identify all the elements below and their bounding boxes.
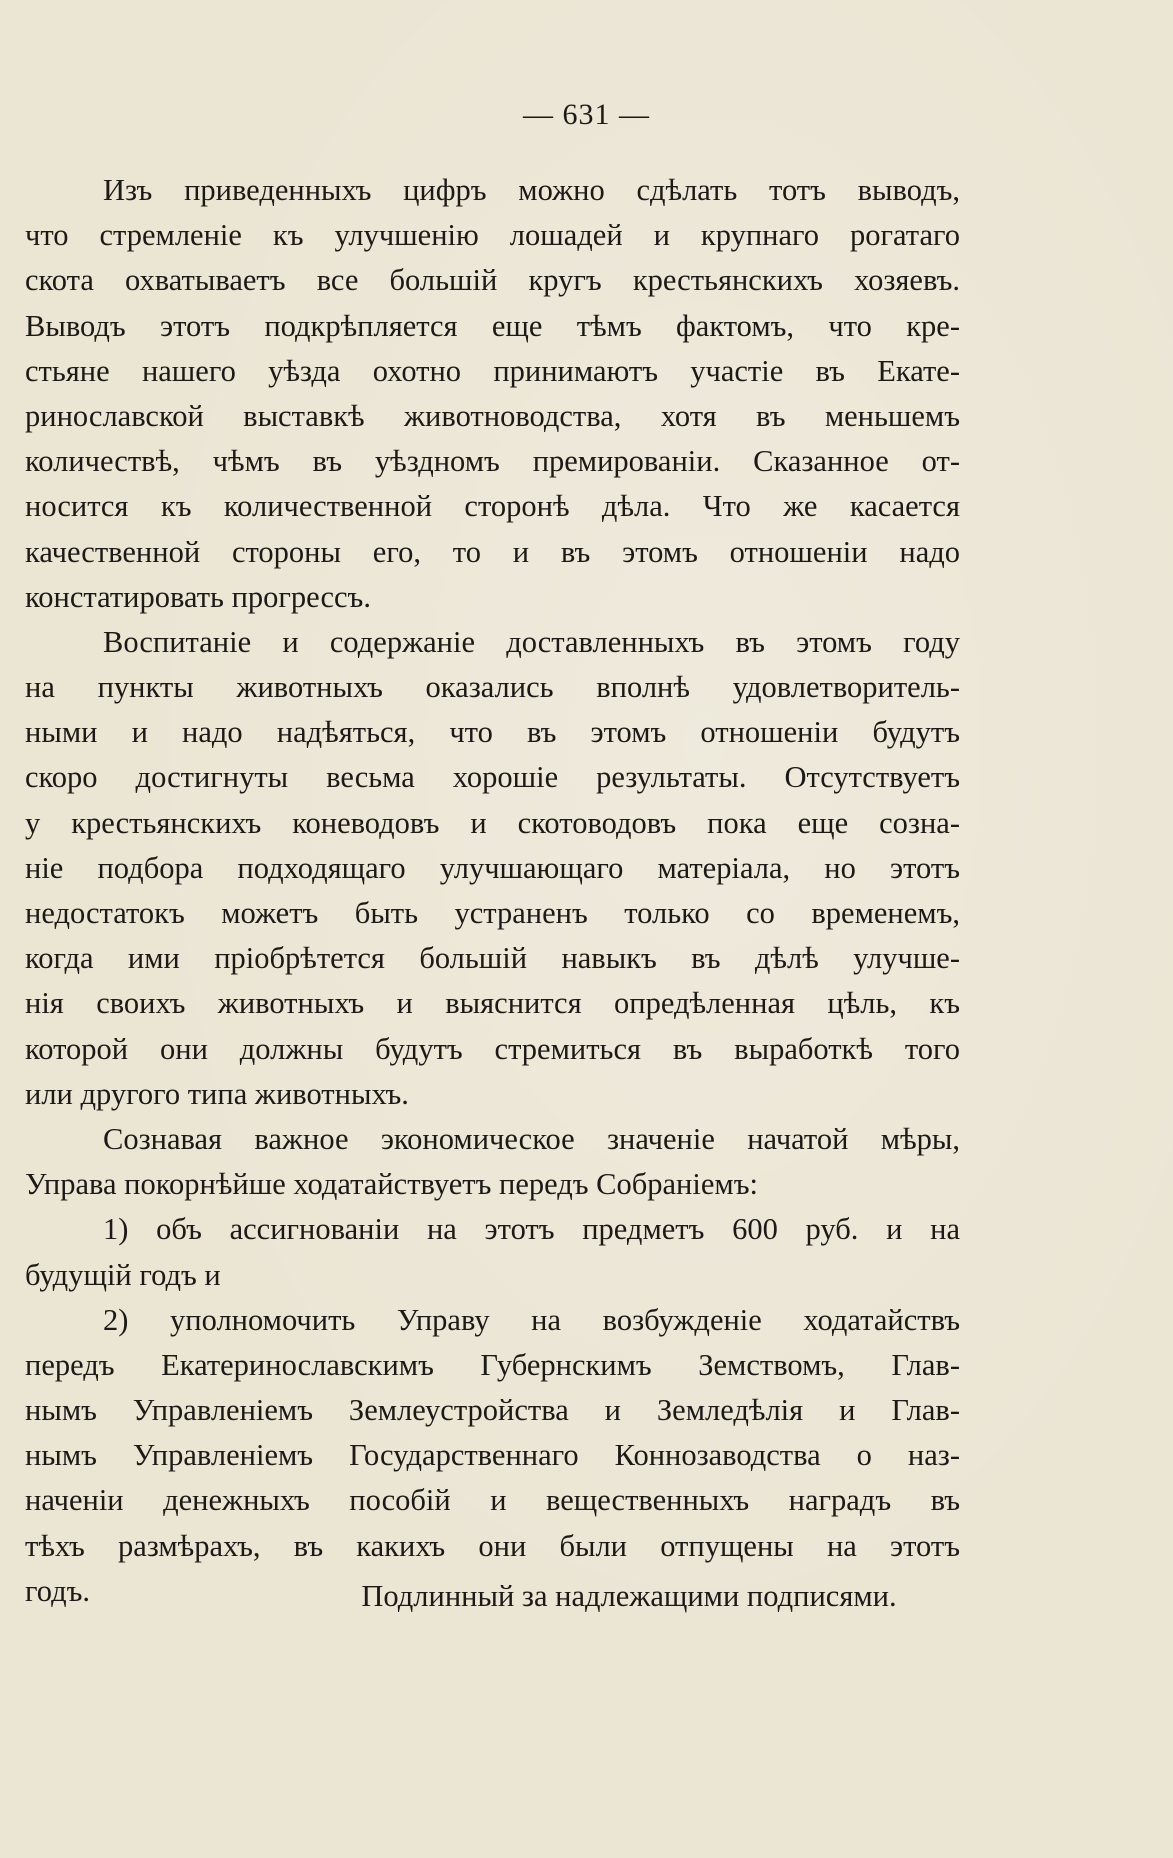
signature-note: Подлинный за надлежащими подписями.: [361, 1579, 897, 1613]
text-line: скоро достигнуты весьма хорошіе результаты. Отсутствуетъ: [25, 760, 960, 795]
text-line: будущій годъ и: [25, 1257, 221, 1292]
text-line: 2) уполномочить Управу на возбужденіе ходатайствъ: [103, 1302, 960, 1337]
text-line: носится къ количественной сторонѣ дѣла. Что же касается: [25, 489, 960, 524]
text-line: качественной стороны его, то и въ этомъ отношеніи надо: [25, 534, 960, 569]
text-line: нымъ Управленіемъ Землеустройства и Земледѣлія и Глав-: [25, 1393, 960, 1428]
text-line: на пункты животныхъ оказались вполнѣ удовлетворитель-: [25, 670, 960, 705]
text-line: что стремленіе къ улучшенію лошадей и крупнаго рогатаго: [25, 218, 960, 253]
text-line: недостатокъ можетъ быть устраненъ только со временемъ,: [25, 896, 960, 930]
text-line: скота охватываетъ все большій кругъ крестьянскихъ хозяевъ.: [25, 263, 960, 298]
text-line: Сознавая важное экономическое значеніе начатой мѣры,: [103, 1121, 960, 1156]
text-line: нымъ Управленіемъ Государственнаго Коннозаводства о наз-: [25, 1438, 960, 1473]
body-text: [25, 168, 960, 1614]
text-line: Управа покорнѣйше ходатайствуетъ передъ Собраніемъ:: [25, 1167, 758, 1202]
text-line: Изъ приведенныхъ цифръ можно сдѣлать тотъ выводъ,: [103, 173, 960, 207]
text-line: количествѣ, чѣмъ въ уѣздномъ премированіи. Сказанное от-: [25, 444, 960, 479]
text-line: ніе подбора подходящаго улучшающаго матеріала, но этотъ: [25, 850, 960, 885]
text-line: или другого типа животныхъ.: [25, 1076, 409, 1111]
text-line: нія своихъ животныхъ и выяснится опредѣленная цѣль, къ: [25, 986, 960, 1021]
text-line: 1) объ ассигнованіи на этотъ предметъ 600 руб. и на: [103, 1212, 960, 1247]
text-line: ринославской выставкѣ животноводства, хотя въ меньшемъ: [25, 398, 960, 433]
text-line: тѣхъ размѣрахъ, въ какихъ они были отпущены на этотъ: [25, 1528, 960, 1563]
text-line: передъ Екатеринославскимъ Губернскимъ Земствомъ, Глав-: [25, 1347, 960, 1382]
text-line: констатировать прогрессъ.: [25, 579, 371, 614]
text-line: когда ими пріобрѣтется большій навыкъ въ дѣлѣ улучше-: [25, 941, 960, 976]
text-line: которой они должны будутъ стремиться въ выработкѣ того: [25, 1031, 960, 1066]
text-line: годъ.: [25, 1573, 91, 1608]
page-number: — 631 —: [523, 98, 650, 131]
text-line: у крестьянскихъ коневодовъ и скотоводовъ пока еще созна-: [25, 805, 960, 840]
text-line: стьяне нашего уѣзда охотно принимаютъ участіе въ Екате-: [25, 353, 960, 388]
text-line: Выводъ этотъ подкрѣпляется еще тѣмъ фактомъ, что кре-: [25, 308, 960, 343]
text-line: наченіи денежныхъ пособій и вещественныхъ наградъ въ: [25, 1483, 960, 1518]
text-line: Воспитаніе и содержаніе доставленныхъ въ этомъ году: [103, 624, 960, 659]
text-line: ными и надо надѣяться, что въ этомъ отношеніи будутъ: [25, 715, 960, 750]
